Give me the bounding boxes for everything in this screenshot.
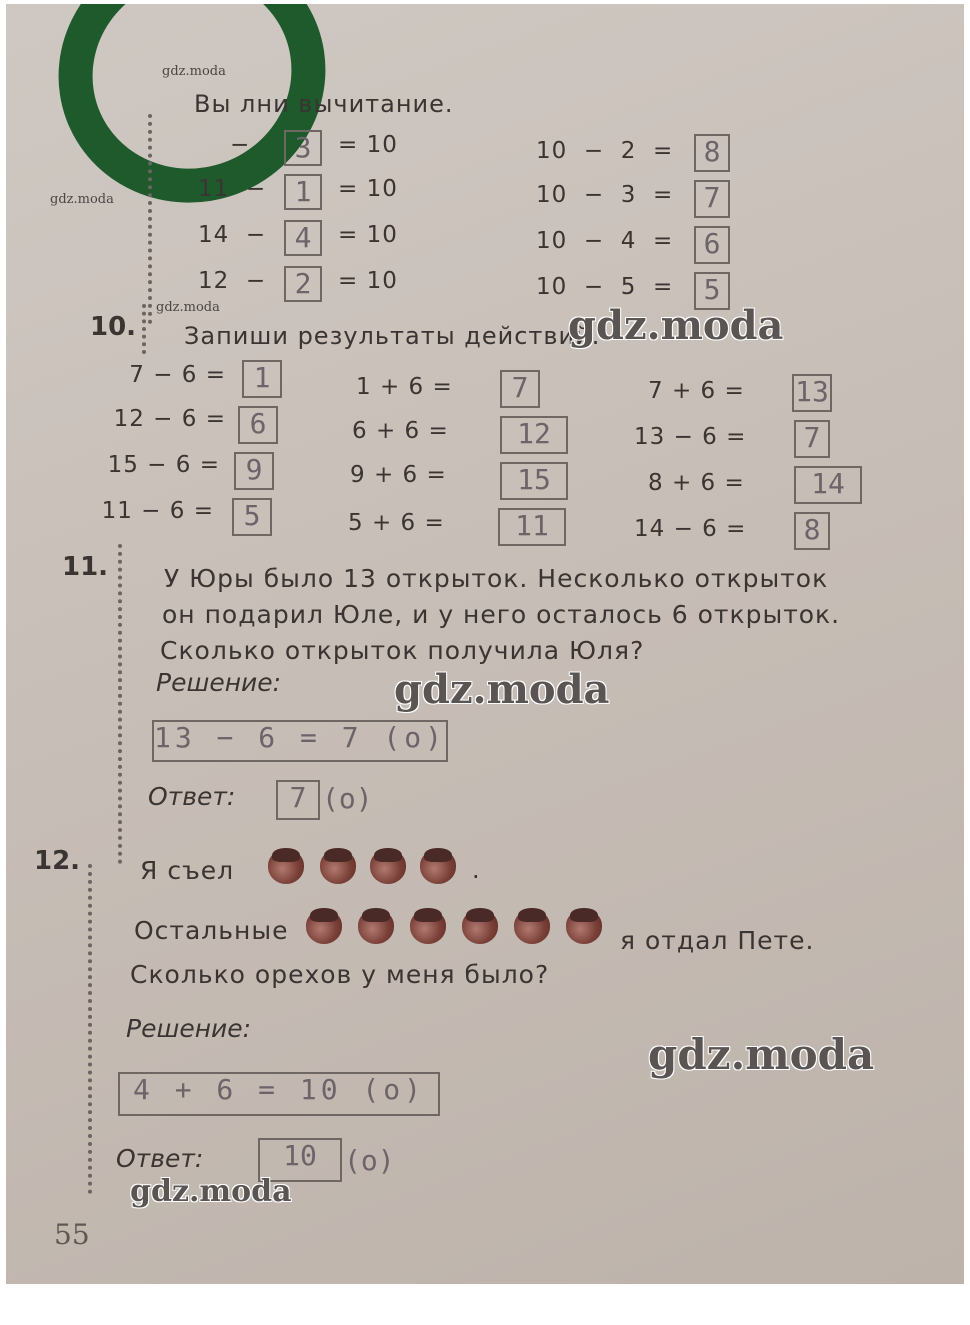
ex11-answer-box[interactable]: 7 — [276, 780, 320, 820]
answer-box[interactable]: 7 — [794, 420, 830, 458]
nut-icon — [420, 850, 456, 884]
ex10-expression: 6 + 6 = — [352, 418, 449, 444]
ex12-line2-before: Остальные — [134, 916, 289, 945]
ex11-answer-label: Ответ: — [148, 782, 236, 811]
answer-box[interactable]: 9 — [234, 452, 274, 490]
ex9-title: Вы лни вычитание. — [194, 90, 454, 118]
answer-box[interactable]: 5 — [232, 498, 272, 536]
watermark: gdz.moda — [156, 300, 220, 315]
ex10-expression: 9 + 6 = — [350, 462, 447, 488]
answer-box[interactable]: 15 — [500, 462, 568, 500]
watermark: gdz.moda — [50, 192, 114, 207]
workbook-page — [6, 4, 964, 1284]
dotted-margin-line — [148, 114, 156, 324]
ex10-expression: 15 − 6 = — [107, 452, 220, 478]
answer-box[interactable]: 3 — [284, 130, 322, 166]
answer-box[interactable]: 7 — [694, 180, 730, 218]
ex11-solution-box[interactable]: 13 − 6 = 7 (о) — [152, 720, 448, 762]
ex11-answer-unit: (о) — [322, 782, 373, 815]
ex9-left-result-2: = 10 — [338, 176, 398, 202]
answer-box[interactable]: 11 — [498, 508, 566, 546]
ex9-left-row-3: 14 − — [198, 222, 267, 248]
nut-icon — [462, 910, 498, 944]
ex10-expression: 13 − 6 = — [634, 424, 747, 450]
ex9-left-row-2: 11 − — [198, 176, 267, 202]
dotted-margin-line — [142, 304, 150, 354]
ex9-left-result-3: = 10 — [338, 222, 398, 248]
ex12-answer-unit: (о) — [344, 1144, 395, 1177]
watermark: gdz.moda — [568, 302, 784, 349]
nut-icon — [514, 910, 550, 944]
answer-box[interactable]: 14 — [794, 466, 862, 504]
ex10-number: 10. — [90, 312, 137, 342]
dotted-margin-line — [88, 864, 96, 1194]
ex12-number: 12. — [34, 846, 81, 876]
ex10-expression: 5 + 6 = — [348, 510, 445, 536]
watermark: gdz.moda — [394, 666, 610, 713]
ex11-text-line-3: Сколько открыток получила Юля? — [160, 636, 645, 665]
answer-box[interactable]: 5 — [694, 272, 730, 310]
ex10-expression: 1 + 6 = — [356, 374, 453, 400]
dotted-margin-line — [118, 544, 126, 864]
ex12-solution-label: Решение: — [126, 1014, 252, 1043]
answer-box[interactable]: 8 — [694, 134, 730, 172]
nut-icon — [566, 910, 602, 944]
nut-icon — [358, 910, 394, 944]
nut-icon — [320, 850, 356, 884]
nut-icon — [410, 910, 446, 944]
ex9-left-row-4: 12 − — [198, 268, 267, 294]
ex9-right-row-3: 10 − 4 = — [536, 228, 674, 254]
ex9-left-result-4: = 10 — [338, 268, 398, 294]
ex10-expression: 14 − 6 = — [634, 516, 747, 542]
answer-box[interactable]: 6 — [694, 226, 730, 264]
ex10-expression: 7 − 6 = — [129, 362, 226, 388]
ex9-right-row-2: 10 − 3 = — [536, 182, 674, 208]
ex10-expression: 8 + 6 = — [648, 470, 745, 496]
watermark: gdz.moda — [648, 1030, 875, 1079]
watermark: gdz.moda — [162, 64, 226, 79]
ex11-number: 11. — [62, 552, 109, 582]
nut-icon — [306, 910, 342, 944]
answer-box[interactable]: 13 — [792, 374, 832, 412]
ex10-expression: 7 + 6 = — [648, 378, 745, 404]
ex12-solution-box[interactable]: 4 + 6 = 10 (о) — [118, 1072, 440, 1116]
answer-box[interactable]: 12 — [500, 416, 568, 454]
answer-box[interactable]: 8 — [794, 512, 830, 550]
ex12-question: Сколько орехов у меня было? — [130, 960, 550, 989]
ex11-solution-label: Решение: — [156, 668, 282, 697]
ex9-right-row-4: 10 − 5 = — [536, 274, 674, 300]
ex12-line2-after: я отдал Пете. — [620, 926, 815, 955]
nut-icon — [268, 850, 304, 884]
ex9-left-row-1: − — [230, 132, 251, 158]
ex9-left-result-1: = 10 — [338, 132, 398, 158]
ex11-text-line-1: У Юры было 13 открыток. Несколько открыток — [164, 564, 829, 593]
ex12-period: . — [472, 856, 481, 884]
ex10-expression: 12 − 6 = — [113, 406, 226, 432]
ex12-answer-label: Ответ: — [116, 1144, 204, 1173]
answer-box[interactable]: 2 — [284, 266, 322, 302]
nut-icon — [370, 850, 406, 884]
answer-box[interactable]: 7 — [500, 370, 540, 408]
answer-box[interactable]: 1 — [284, 174, 322, 210]
watermark: gdz.moda — [130, 1174, 292, 1209]
answer-box[interactable]: 1 — [242, 360, 282, 398]
ex11-text-line-2: он подарил Юле, и у него осталось 6 открыток. — [162, 600, 841, 629]
answer-box[interactable]: 6 — [238, 406, 278, 444]
ex10-title: Запиши результаты действий. — [184, 322, 601, 350]
ex12-answer-box[interactable]: 10 — [258, 1138, 342, 1182]
answer-box[interactable]: 4 — [284, 220, 322, 256]
ex12-line1-text: Я съел — [140, 856, 235, 885]
ex10-expression: 11 − 6 = — [101, 498, 214, 524]
page-number: 55 — [54, 1218, 90, 1251]
ex9-right-row-1: 10 − 2 = — [536, 138, 674, 164]
